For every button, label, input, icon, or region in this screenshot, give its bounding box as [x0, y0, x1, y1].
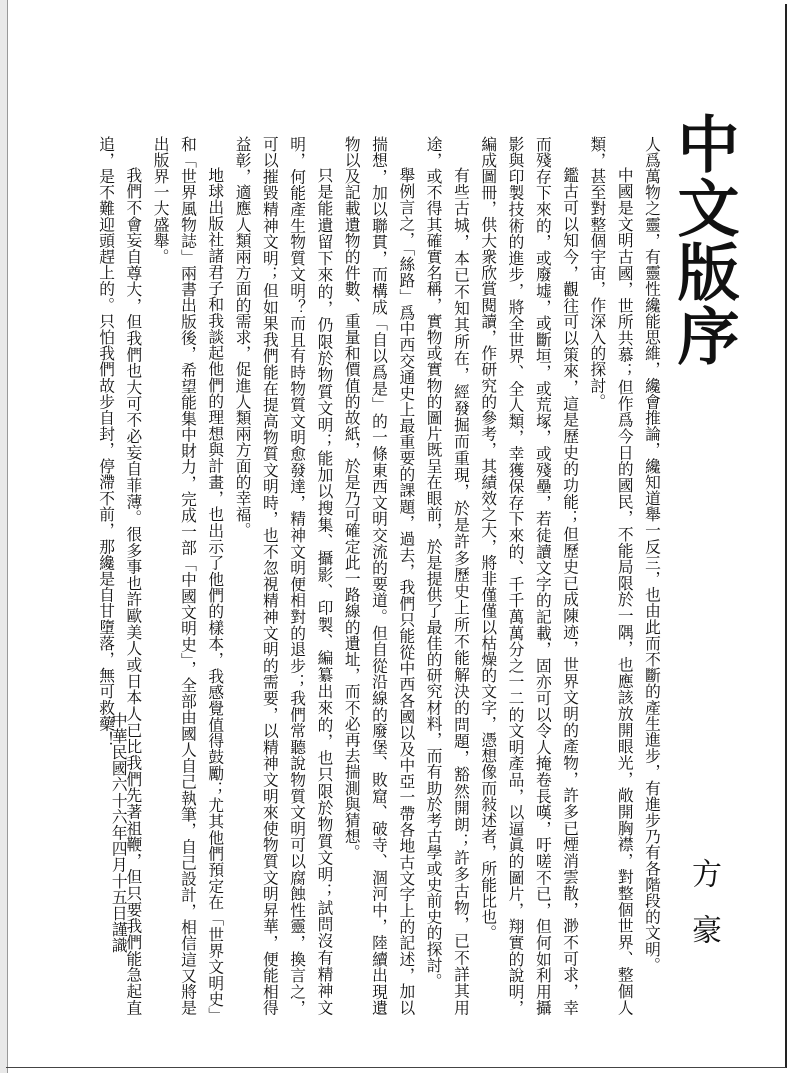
paragraph-4: 有些古城，本已不知其所在，經發掘而重現，於是許多歷史上所不能解決的問題，豁然開朗；許多古物，已不詳其用途，或不得其確實名稱，實物或實物的圖片既呈在眼前，於是提供了最佳的研究材料，而有助於考古學或史前史的探討。: [424, 136, 471, 1016]
preface-body: [93, 136, 666, 1016]
paragraph-2: 中國是文明古國，世所共慕；但作爲今日的國民，不能局限於一隅，也應該放開眼光，敞開胸襟，對整個世界、整個人類，甚至對整個宇宙，作深入的探討。: [588, 136, 635, 1016]
paragraph-5: 舉例言之，「絲路」爲中西交通史上最重要的課題，過去，我們只能從中西各國以及中亞一帶各地古文字上的記述，加以揣想，加以聯貫，而構成「自以爲是」的一條東西文明交流的要道。但自從沿線的廢堡、敗窟、破寺、涸河中，陸續出現遺物以及記載遺物的件數、重量和價值的故紙，於是乃可確定此一路線的遺址，而不必再去揣測與猜想。: [342, 136, 417, 1016]
paragraph-8: 我們不會妄自尊大，但我們也大可不必妄自菲薄。很多事也許歐美人或日本人已比我們先著祖鞭，但只要我們能急起直追，是不難迎頭趕上的。只怕我們故步自封，停滯不前，那纔是自甘墮落，無可救藥！: [97, 136, 144, 1016]
author-name: 方豪: [686, 858, 721, 970]
page-title: 中文版序: [667, 112, 740, 368]
paragraph-1: 人爲萬物之靈，有靈性纔能思維，纔會推論，纔知道舉一反三，也由此而不斷的產生進步，有進步乃有各階段的文明。: [643, 136, 662, 974]
date-signature: 中華民國六十六年四月十五日謹識: [109, 712, 129, 954]
paragraph-3: 鑑古可以知今，觀往可以策來，這是歷史的功能；但歷史已成陳迹，世界文明的產物，許多已煙消雲散，渺不可求，幸而殘存下來的，或廢墟，或斷垣，或荒塚，或殘壘，若徒讀文字的記載，固亦可以令人掩卷長嘆，吁嗟不已，但何如利用攝影與印製技術的進步，將全世界、全人類，幸獲保存下來的、千千萬萬分之一二的文明產品，以逼眞的圖片，翔實的說明，編成圖冊，供大衆欣賞閱讀，作研究的參考，其績效之大，將非僅僅以枯燥的文字，憑想像而敍述者，所能比也。: [479, 136, 581, 1016]
paragraph-7: 地球出版社諸君子和我談起他們的理想與計畫，也出示了他們的樣本，我感覺值得鼓勵；尤其他們預定在「世界文明史」和「世界風物誌」兩書出版後，希望能集中財力，完成一部「中國文明史」，全部由國人自己執筆，自己設計，相信這又將是出版界一大盛舉。: [151, 136, 226, 1016]
paragraph-6: 只是能遺留下來的，仍限於物質文明；能加以搜集、攝影、印製、編纂出來的，也只限於物質文明；試問沒有精神文明，何能產生物質文明？而且有時物質文明愈發達，精神文明便相對的退步；我們常聽說物質文明可以腐蝕性靈，換言之，可以摧毀精神文明；但如果我們能在提高物質文明時，也不忽視精神文明的需要，以精神文明來使物質文明昇華，便能相得益彰，適應人類兩方面的需求，促進人類兩方面的幸福。: [233, 136, 335, 1016]
